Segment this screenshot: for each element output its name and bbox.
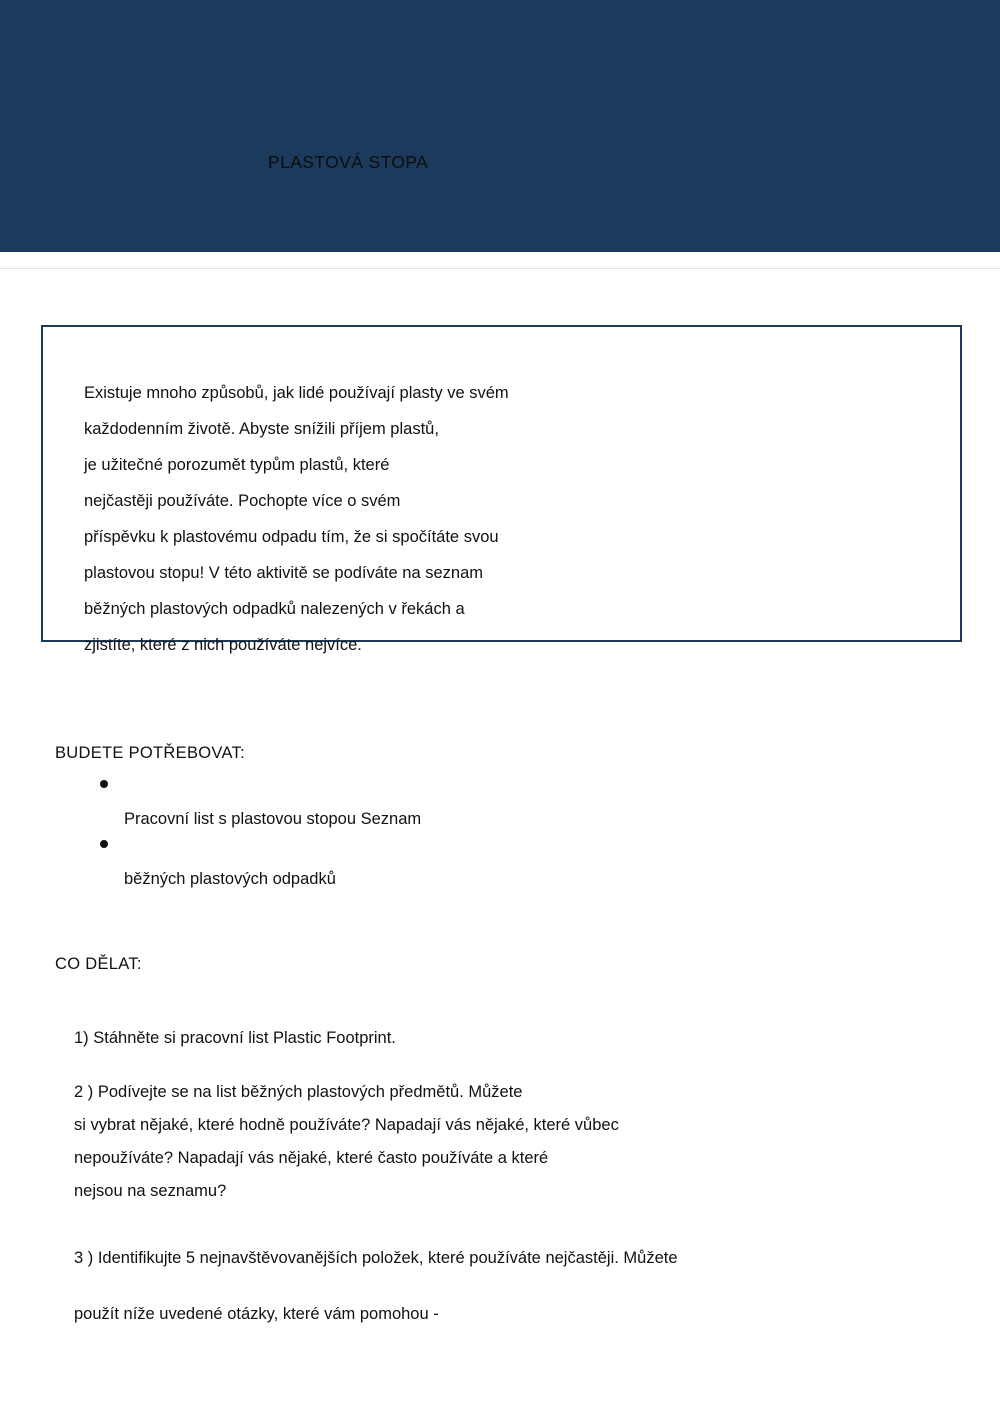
intro-line: plastovou stopu! V této aktivitě se podíváte na seznam	[84, 564, 483, 582]
page-title: PLASTOVÁ STOPA	[268, 152, 429, 172]
step-1	[74, 1022, 874, 1054]
intro-line: příspěvku k plastovému odpadu tím, že si spočítáte svou	[84, 528, 499, 546]
todo-steps	[74, 1022, 874, 1364]
step-line: 3 ) Identifikujte 5 nejnavštěvovanějších položek, které používáte nejčastěji. Můžete	[74, 1249, 678, 1267]
header-band	[0, 0, 1000, 252]
step-line: si vybrat nějaké, které hodně používáte? Napadají vás nějaké, které vůbec	[74, 1116, 619, 1134]
step-line: 1) Stáhněte si pracovní list Plastic Footprint.	[74, 1029, 396, 1047]
intro-line: Existuje mnoho způsobů, jak lidé používají plasty ve svém	[84, 384, 509, 402]
intro-line: každodenním životě. Abyste snížili příjem plastů,	[84, 420, 439, 438]
todo-heading: CO DĚLAT:	[55, 955, 142, 973]
bullet-icon	[100, 780, 108, 788]
needs-heading: BUDETE POTŘEBOVAT:	[55, 744, 245, 762]
intro-line: nejčastěji používáte. Pochopte více o svém	[84, 492, 401, 510]
list-item	[84, 775, 684, 835]
step-line: nepoužíváte? Napadají vás nějaké, které často používáte a které	[74, 1149, 549, 1167]
step-line: 2 ) Podívejte se na list běžných plastových předmětů. Můžete	[74, 1083, 523, 1101]
step-3	[74, 1230, 874, 1342]
list-item-label: Pracovní list s plastovou stopou Seznam	[124, 810, 422, 828]
intro-line: běžných plastových odpadků nalezených v řekách a	[84, 600, 465, 618]
bullet-icon	[100, 840, 108, 848]
needs-list	[84, 775, 684, 895]
list-item	[84, 835, 684, 895]
header-divider	[0, 268, 1000, 269]
step-2	[74, 1076, 874, 1208]
intro-line: je užitečné porozumět typům plastů, které	[84, 456, 390, 474]
intro-paragraph	[84, 375, 784, 663]
step-line: nejsou na seznamu?	[74, 1182, 227, 1200]
intro-line: zjistíte, které z nich používáte nejvíce.	[84, 636, 362, 654]
step-line: použít níže uvedené otázky, které vám pomohou -	[74, 1305, 439, 1323]
list-item-label: běžných plastových odpadků	[124, 870, 336, 888]
